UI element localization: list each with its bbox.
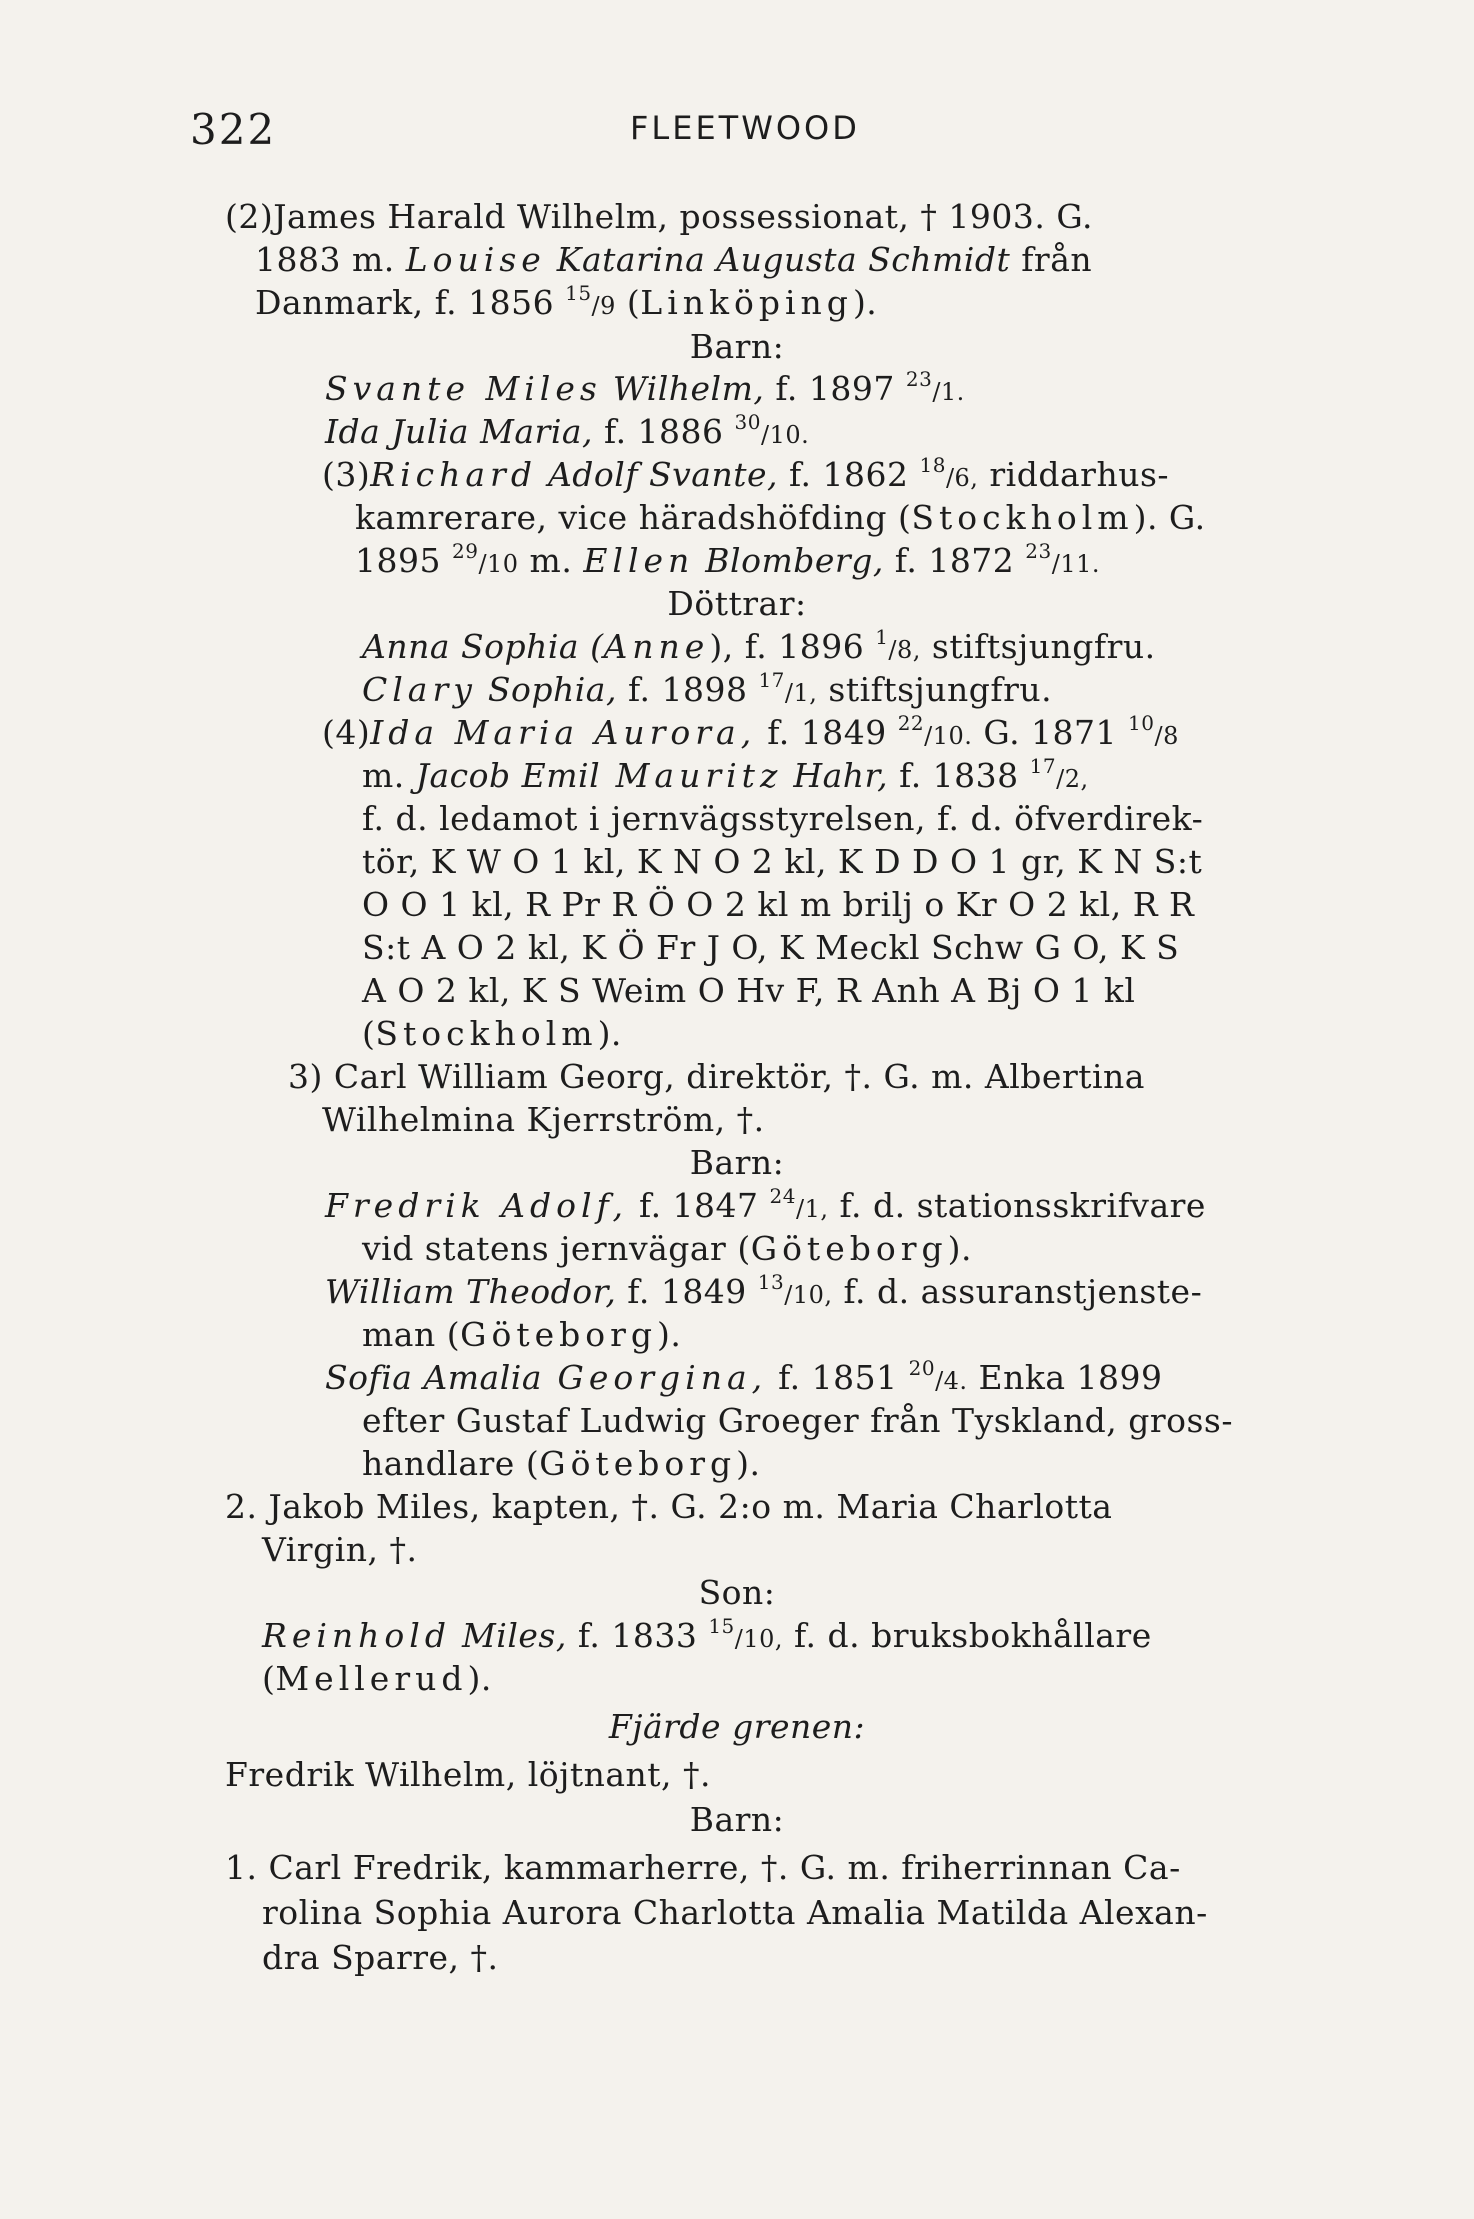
entry-richard-dottrar-heading: Döttrar: <box>667 584 807 623</box>
entry-ida-line-4: tör, K W O 1 kl, K N O 2 kl, K D D O 1 gr, K N S:t <box>362 842 1203 881</box>
page-number: 322 <box>190 105 277 154</box>
entry-ida-line-6: S:t A O 2 kl, K Ö Fr J O, K Meckl Schw G O, K S <box>362 928 1180 967</box>
entry-james-barn-heading: Barn: <box>689 327 785 366</box>
entry-ida-line-7: A O 2 kl, K S Weim O Hv F, R Anh A Bj O 1 kl <box>362 971 1136 1010</box>
fjarde-grenen-barn-heading: Barn: <box>689 1800 785 1839</box>
entry-ida-line-5: O O 1 kl, R Pr R Ö O 2 kl m brilj o Kr O 2 kl, R R <box>362 885 1195 924</box>
page-header <box>190 105 1340 165</box>
fjarde-grenen-child-1-cont-1: rolina Sophia Aurora Charlotta Amalia Matilda Alexan- <box>262 1893 1208 1932</box>
entry-jakob-line-1: 2. Jakob Miles, kapten, †. G. 2:o m. Maria Charlotta <box>225 1487 1113 1526</box>
entry-james-line-2: 1883 m. Louise Katarina Augusta Schmidt från <box>255 240 1093 279</box>
entry-james-child-2: Ida Julia Maria, f. 1886 $^{30}$/10. <box>325 410 810 451</box>
entry-jakob-son-1-cont: (Mellerud). <box>262 1659 492 1698</box>
entry-carl-william-barn-heading: Barn: <box>689 1143 785 1182</box>
entry-jakob-son-heading: Son: <box>698 1573 776 1612</box>
entry-jakob-line-2: Virgin, †. <box>262 1530 418 1569</box>
entry-richard-daughter-1: Anna Sophia (Anne), f. 1896 $^1$/8, stiftsjungfru. <box>362 625 1156 666</box>
entry-carl-william-child-3-cont-1: efter Gustaf Ludwig Groeger från Tyskland, gross- <box>362 1401 1234 1440</box>
entry-carl-william-child-1-cont: vid statens jernvägar (Göteborg). <box>362 1229 972 1268</box>
fjarde-grenen-line-1: Fredrik Wilhelm, löjtnant, †. <box>225 1755 712 1794</box>
entry-ida-line-3: f. d. ledamot i jernvägsstyrelsen, f. d. öfverdirek- <box>362 799 1204 838</box>
fjarde-grenen-child-1: 1. Carl Fredrik, kammarherre, †. G. m. friherrinnan Ca- <box>225 1848 1181 1887</box>
entry-richard-line-2: kamrerare, vice häradshöfding (Stockholm). G. <box>355 498 1206 537</box>
entry-jakob-son-1: Reinhold Miles, f. 1833 $^{15}$/10, f. d. bruksbokhållare <box>262 1614 1152 1655</box>
fjarde-grenen-heading: Fjärde grenen: <box>608 1707 866 1746</box>
entry-ida-line-8: (Stockholm). <box>362 1014 622 1053</box>
entry-richard-line-1: (3)Richard Adolf Svante, f. 1862 $^{18}$/6, riddarhus- <box>322 453 1170 494</box>
entry-ida-line-2: m. Jacob Emil Mauritz Hahr, f. 1838 $^{17}$/2, <box>362 754 1089 795</box>
entry-richard-line-3: 1895 $^{29}$/10 m. Ellen Blomberg, f. 1872 $^{23}$/11. <box>355 539 1101 580</box>
entry-james-child-1: Svante Miles Wilhelm, f. 1897 $^{23}$/1. <box>325 367 965 408</box>
entry-carl-william-line-1: 3) Carl William Georg, direktör, †. G. m. Albertina <box>288 1057 1145 1096</box>
entry-james-line-1: (2)James Harald Wilhelm, possessionat, † 1903. G. <box>225 197 1093 236</box>
entry-carl-william-child-2-cont: man (Göteborg). <box>362 1315 682 1354</box>
entry-carl-william-child-1: Fredrik Adolf, f. 1847 $^{24}$/1, f. d. stationsskrifvare <box>325 1184 1206 1225</box>
entry-carl-william-child-3-cont-2: handlare (Göteborg). <box>362 1444 761 1483</box>
entry-james-line-3: Danmark, f. 1856 $^{15}$/9 (Linköping). <box>255 281 878 322</box>
entry-carl-william-line-2: Wilhelmina Kjerrström, †. <box>322 1100 765 1139</box>
entry-carl-william-child-3: Sofia Amalia Georgina, f. 1851 $^{20}$/4. Enka 1899 <box>325 1356 1163 1397</box>
entry-ida-line-1: (4)Ida Maria Aurora, f. 1849 $^{22}$/10. G. 1871 $^{10}$/8 <box>322 711 1179 752</box>
fjarde-grenen-child-1-cont-2: dra Sparre, †. <box>262 1938 499 1977</box>
entry-richard-daughter-2: Clary Sophia, f. 1898 $^{17}$/1, stiftsjungfru. <box>362 668 1053 709</box>
entry-carl-william-child-2: William Theodor, f. 1849 $^{13}$/10, f. d. assuranstjenste- <box>325 1270 1203 1311</box>
running-head: FLEETWOOD <box>630 109 860 147</box>
